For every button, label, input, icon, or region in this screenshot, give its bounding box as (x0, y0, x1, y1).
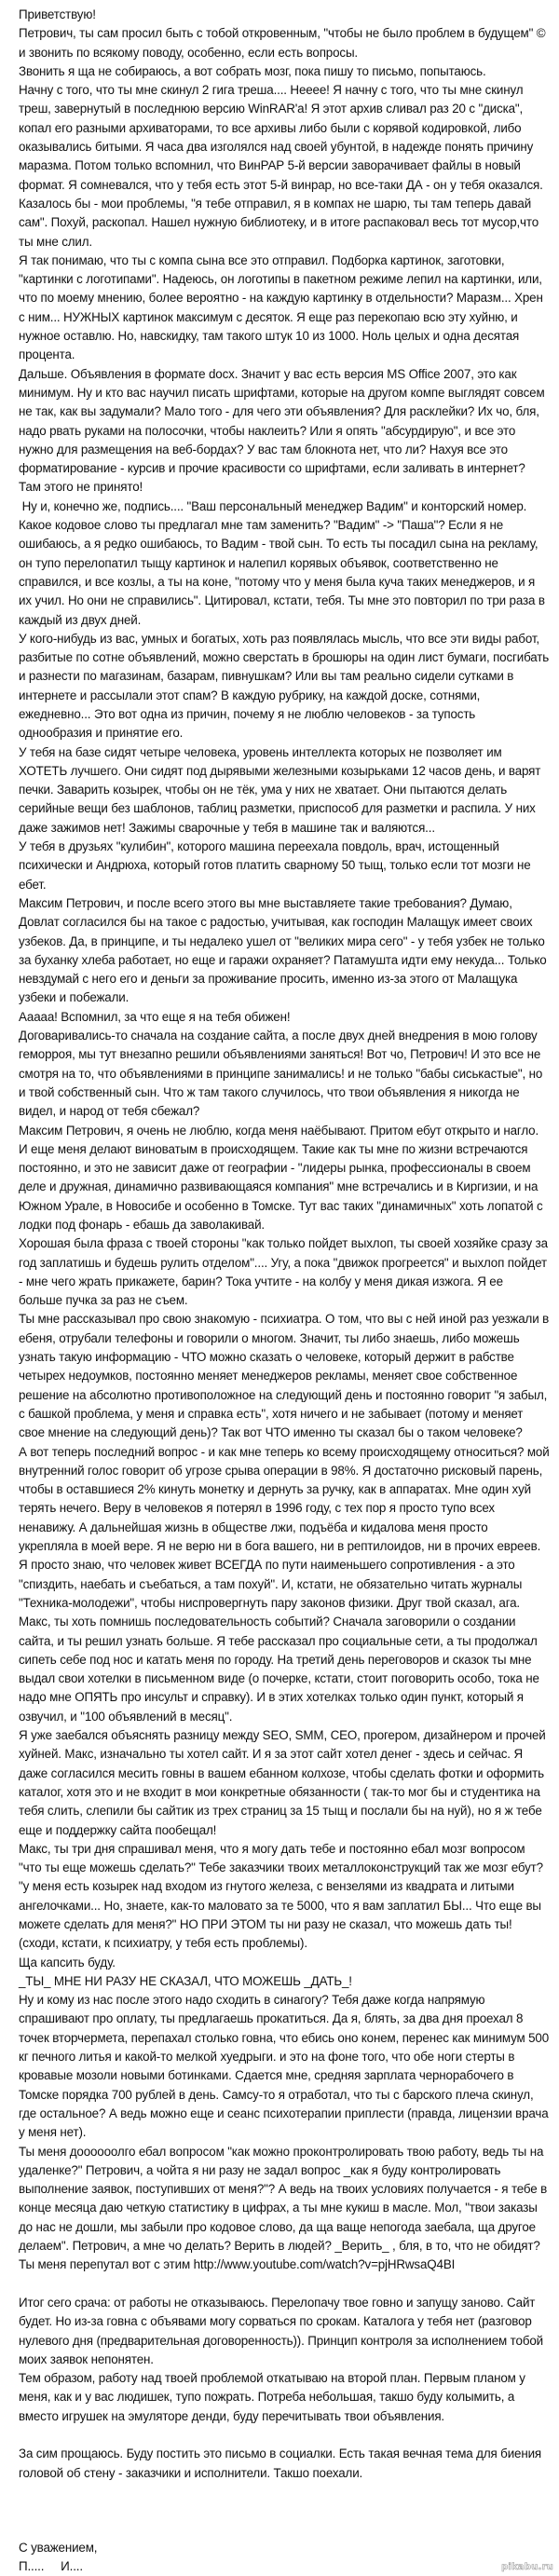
signature-block (19, 2539, 550, 2576)
site-watermark: pikabu.ru (501, 2562, 553, 2573)
letter-paragraph: Дальше. Объявления в формате docx. Значит у вас есть версия MS Office 2007, это как минимум. Ну и кто вас научил писать шрифтами, которые на другом компе выглядят совсем не так, как вы задумали? Мало того - для чего эти объявления? Для расклейки? Их чо, бля, надо рвать руками на полосочки, чтобы наклеить? Или я опять "абсурдирую", и все это нужно для размещения на веб-бордах? У вас там блокнота нет, что ли? Нахуя все это форматирование - курсив и прочие красивости со шрифтами, если заливать в интернет? Там этого не принято! (19, 366, 549, 495)
summary-paragraph: Итог сего срача: от работы не отказываюсь. Перелопачу твое говно и запущу заново. Сайт будет. Но из-за говна с объявами могу сорваться по срокам. Каталога у тебя нет (разговор нулевого дня (предварительная договоренность)). Принцип контроля за исполнением тобой моих заявок непонятен. (19, 2295, 547, 2366)
letter-paragraph: Звонить я ща не собираюсь, а вот собрать мозг, пока пишу то письмо, попытаюсь. (19, 63, 486, 78)
letter-greeting: Приветствую! (19, 7, 96, 21)
letter-paragraph: Я так понимаю, что ты с компа сына все это отправил. Подборка картинок, заготовки, "картинки с логотипами". Надеюсь, он логотипы в пакетном режиме лепил на картинки, или, что по моему мнению, более вероятно - на каждую картинку в отдельности? Маразм... Хрен с ним... НУЖНЫХ картинок максимум с десяток. Я еще раз перекопаю всю эту хуйню, и нужное оставлю. Но, навскидку, там такого штук 10 из 1000. Ноль целых и одна десятая процента. (19, 252, 547, 362)
letter-paragraph: У тебя в друзьях "кулибин", которого машина переехала повдоль, врач, истощенный психически и Андрюха, который готов платить сварному 50 тыщ, только если тот мозги не ебет. (19, 839, 535, 892)
letter-paragraph-caps: _ТЫ_ МНЕ НИ РАЗУ НЕ СКАЗАЛ, ЧТО МОЖЕШЬ _ДАТЬ_! (19, 1973, 352, 1988)
letter-paragraph: Петрович, ты сам просил быть с тобой откровенным, "чтобы не было проблем в будущем" © и звонить по всякому поводу, особенно, если есть вопросы. (19, 26, 550, 60)
paragraph-gap (19, 2426, 550, 2445)
letter-paragraph: Ты мне рассказывал про свою знакомую - психиатра. О том, что вы с ней иной раз уезжали в ебеня, отрубали телефоны и говорили о многом. Значит, ты либо знаешь, либо можешь узнать такую информацию - ЧТО можно сказать о человеке, который держит в рабстве четырех недоумков, постоянно меняет менеджеров рекламы, меняет свое собственное решение на абсолютно противоположное на следующий день и постоянно говорит "я забыл, с башкой проблема, у меня и справка есть", хотя ничего и не забывает (потому и меняет свое мнение на следующий день)? Так вот ЧТО именно ты сказал бы о таком человеке? (19, 1312, 552, 1440)
letter-paragraph: Договаривались-то сначала на создание сайта, а после двух дней внедрения в мою голову геморроя, мы тут внезапно решили объявлениями заняться! Вот чо, Петрович! И это все не смотря на то, что объявлениями в принципе занимались! и не только "бабы сиськастые", но и твой собственный сын. Что ж там такого случилось, что твои объявления я никогда не видел, и народ от тебя сбежал? (19, 1029, 546, 1119)
letter-paragraph: Макс, ты хоть помнишь последовательность событий? Сначала заговорили о создании сайта, и ты решил узнать больше. Я тебе рассказал про социальные сети, а ты продолжал сипеть себе под нос и катать меня по городу. На третий день переговоров и сказок ты мне выдал свои хотелки в письменном виде (о почерке, кстати, стоит поговорить особо, тока не надо мне ОПЯТЬ про инсульт и справку). И в этих хотелках только один пункт, который я озвучил, и "100 объявлений в месяц". (19, 1615, 543, 1724)
farewell-paragraph: За сим прощаюсь. Буду постить это письмо в социалки. Есть такая вечная тема для биения головой об стену - заказчики и исполнители. Такшо поехали. (19, 2447, 545, 2480)
summary-paragraph: Тем образом, работу над твоей проблемой откатываю на второй план. Первым планом у меня, как и у вас людишек, тупо пожрать. Потреба небольшая, такшо буду колымить, а вместо игрушек на эмуляторе денди, буду перечитывать твои объявления. (19, 2371, 529, 2423)
letter-paragraph: У кого-нибудь из вас, умных и богатых, хоть раз появлялась мысль, что все эти виды работ, разбитые по сотне объявлений, можно сверстать в брошюры на один лист бумаги, посгибать и разнести по магазинам, базарам, пивнушкам? Или вы там реально сидели сутками в интернете и рассылали этот спам? В каждую рубрику, на каждой доске, сотнями, ежедневно... Это вот одна из причин, почему я не люблю человеков - за тупость однообразия и принятие его. (19, 631, 552, 741)
letter-paragraph: Максим Петрович, и после всего этого вы мне выставляете такие требования? Думаю, Довлат согласился бы на такое с радостью, учитывая, как господин Малащук имеет своих узбеков. Да, в принципе, и ты недалеко ушел от "великих мира сего" - у тебя узбек не только за буханку хлеба работает, но еще и гаражи охраняет? Патамушта идти ему некуда... Только невздумай с него его и деньги за проживание просить, именно из-за этого от Малащука узбеки и побежали. (19, 895, 551, 1005)
letter-paragraph: Я уже заебался объяснять разницу между SEO, SMM, CEO, прогером, дизайнером и прочей хуйней. Макс, изначально ты хотел сайт. И я за этот сайт хотел денег - здесь и сейчас. Я даже согласился месить говны в вашем ебанном колхозе, чтобы сделать фотки и оформить каталог, хотя это и не входит в мои конкретные обязанности ( так-то мог бы и студентика на тебя слить, слепили бы сайтик из трех страниц за 15 тыщ и послали бы на нуй), но я ж тебе еще и поддержку сайта пообещал! (19, 1728, 550, 1837)
letter-paragraph: У тебя на базе сидят четыре человека, уровень интеллекта которых не позволяет им ХОТЕТЬ лучшего. Они сидят под дырявыми железными козырьками 12 часов день, и варят печки. Заварить козырек, чтобы он не тёк, ума у них не хватает. Они пытаются делать серийные вещи без шаблонов, таблиц разметки, приспособ для разметки и распила. У них даже зажимов нет! Зажимы сварочные у тебя в машине так и валяются... (19, 744, 544, 835)
signature-closing: С уважением, (19, 2540, 98, 2555)
letter-paragraph: Ааааа! Вспомнил, за что еще я на тебя обижен! (19, 1009, 291, 1024)
letter-paragraph: Хорошая была фраза с твоей стороны "как только пойдет выхлоп, ты своей хозяйке сразу за год заплатишь и будешь рулить отделом".... Угу, а пока "движок прогреется" и выхлоп пойдет - мне чего жрать прикажете, барин? Тока учтите - на колбу у меня дикая изжога. Я ее больше пучка за раз не съем. (19, 1236, 552, 1308)
paragraph-gap (19, 2275, 550, 2294)
letter-paragraph: Ты меня доооооолго ебал вопросом "как можно проконтролировать твою работу, ведь ты на удаленке?" Петрович, а чойта я ни разу не задал вопрос _как я буду контролировать выполнение заявок, поступивших от меня?"? А ведь на твоих условиях получается - я тебе в конце месяца даю четкую статистику в цифрах, а ты мне кукиш в масле. Мол, "твои заказы до нас не дошли, мы забыли про кодовое слово, да ща ваще непогода заебала, ща другое делаем". Петрович, а мне чо делать? Верить в людей? _Верить_ , бля, в то, что не обидят? Ты меня перепутал вот с этим http://www.youtube.com/watch?v=pjHRwsaQ4BI (19, 2144, 551, 2272)
letter-paragraph: Ну и кому из нас после этого надо сходить в синагогу? Тебя даже когда напрямую спрашивают про оплату, ты предлагаешь прокатиться. Да я, блять, за два дня проехал 8 точек вторчермета, перепахал столько говна, что ебись оно конем, перенес как минимум 500 кг печного литья и какой-то мелкой хуедрыги. и это на фоне того, что обе ноги стерты в кровавые мозоли новыми ботинками. Сдается мне, средняя зарплата чернорабочего в Томске порядка 700 рублей в день. Самсу-то я отработал, что ты с барского плеча скинул, где остальное? А ведь можно еще и сеанс психотерапии приплести (правда, лицензии врача у меня нет). (19, 1993, 552, 2140)
signature-name: П..... И.... (19, 2559, 83, 2574)
letter-paragraph: Начну с того, что ты мне скинул 2 гига треша.... Неeee! Я начну с того, что ты мне скинул треш, завернутый в последнюю версию WinRAR'a! Я этот архив сливал раз 20 с "диска", копал его разными архиваторами, то все архивы либо были с корявой кодировкой, либо оказывались битыми. Я часа два изголялся над своей убунтой, в надежде понять причину маразма. Потом только вспомнил, что ВинРАР 5-й версии заворачивает файлы в новый формат. Я сомневался, что у тебя есть этот 5-й винрар, но все-таки ДА - он у тебя оказался. Казалось бы - мои проблемы, "я тебе отправил, я в компах не шарю, ты там теперь давай сам". Похуй, раскопал. Нашел нужную библиотеку, и в итоге распаковал весь тот мусор,что ты мне слил. (19, 83, 547, 249)
letter-paragraph: Ща капсить буду. (19, 1955, 116, 1969)
letter-paragraph: Ну и, конечно же, подпись.... "Ваш персональный менеджер Вадим" и конторский номер. Какое кодовое слово ты предлагал мне там заменить? "Вадим" -> "Паша"? Если я не ошибаюсь, а я редко ошибаюсь, то Вадим - твой сын. То есть ты посадил сына на рекламу, он тупо перелопатил тыщу картинок и налепил корявых объявок, соответственно не справился, и все козлы, а ты на коне, "потому что у меня была куча таких менеджеров, и я их учил. Но они не справились". Цитировал, кстати, тебя. Ты мне это повторил по три раза в каждый из двух дней. (19, 498, 549, 627)
letter-paragraph: А вот теперь последний вопрос - и как мне теперь ко всему происходящему относиться? мой внутренний голос говорит об угрозе срыва операции в 98%. Я достаточно рисковый парень, чтобы в оставшиеся 2% кинуть монетку и дернуть за ручку, как в аппаратах. Мне один хуй терять нечего. Веру в человеков я потерял в 1996 году, с тех пор я просто тупо всех ненавижу. А дальнейшая жизнь в обществе лжи, подъёба и кидалова меня просто укрепляла в моей вере. Я не верю ни в бога вашего, ни в рептилоидов, ни в прочих евреев. Я просто знаю, что человек живет ВСЕГДА по пути наименьшего сопротивления - а это "спиздить, наебать и съебаться, а там похуй". И, кстати, не обязательно читать журналы "Техника-молодежи", чтобы ниспровергнуть пару законов физики. Друг твой сказал, ага. (19, 1444, 553, 1610)
signature-gap (19, 2483, 550, 2539)
letter-paragraph: Макс, ты три дня спрашивал меня, что я могу дать тебе и постоянно ебал мозг вопросом "что ты еще можешь сделать?" Тебе заказчики твоих металлоконструкций так же мозг ебут? "у меня есть козырек над входом из гнутого железа, с вензелями из квадрата и литыми ангелочками... Но, знаете, как-то маловато за те 5000, что я вам заплатил БЫ... Что еще вы можете сделать для меня?" НО ПРИ ЭТОМ ты ни разу не сказал, что можешь дать ты! (сходи, кстати, к психиатру, у тебя есть проблемы). (19, 1841, 547, 1951)
letter-paragraph: Максим Петрович, я очень не люблю, когда меня наёбывают. Притом ебут открыто и нагло. И еще меня делают виноватым в происходящем. Такие как ты мне по жизни встречаются постоянно, и это не зависит даже от географии - "лидеры рынка, профессионалы в своем деле и дружная, динамично развивающаяся компания" мне встречались и в Киргизии, и на Южном Урале, в Новосибе и особенно в Томске. Тут вас таких "динамичных" хоть лопатой с лодки под фонарь - ебашь да заволакивай. (19, 1123, 547, 1232)
